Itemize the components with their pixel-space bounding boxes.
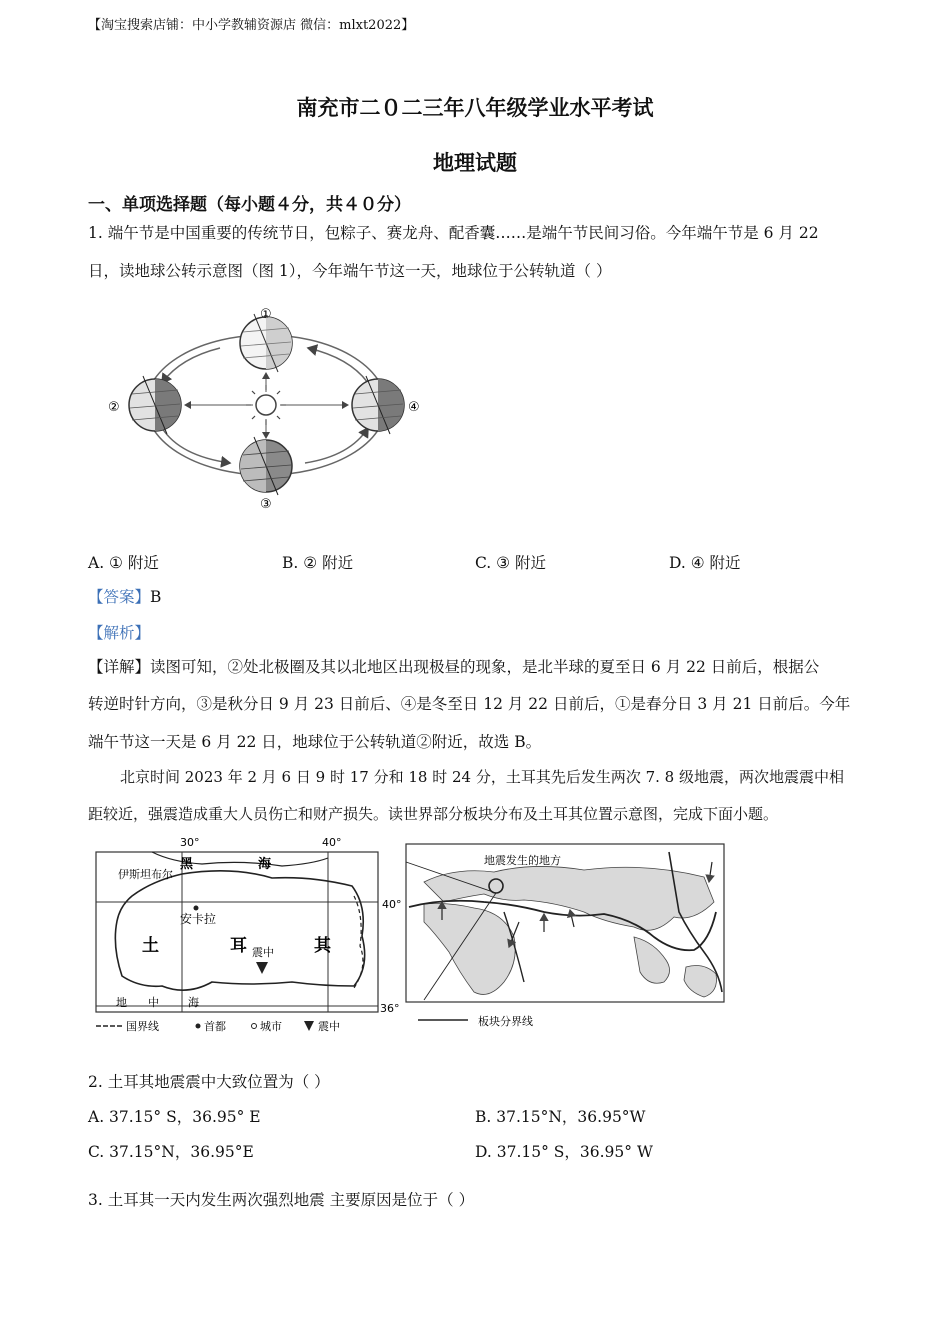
q1-stem-line1: 1. 端午节是中国重要的传统节日，包粽子、赛龙舟、配香囊……是端午节民间习俗。今年端午节是 6 月 22 xyxy=(88,224,819,242)
q1-option-c: C. ③ 附近 xyxy=(475,554,546,572)
black-sea-label-1: 黑 xyxy=(180,857,194,872)
q1-option-d: D. ④ 附近 xyxy=(669,554,741,572)
orbit-arrow xyxy=(162,348,220,383)
label-2: ② xyxy=(108,400,120,415)
label-3: ③ xyxy=(260,497,272,512)
legend-border: 国界线 xyxy=(126,1020,159,1033)
legend-city: 城市 xyxy=(260,1020,282,1033)
med-label-3: 海 xyxy=(188,996,199,1009)
q2-option-a: A. 37.15° S，36.95° E xyxy=(88,1108,261,1126)
answer-value: B xyxy=(150,588,162,606)
q2-option-c: C. 37.15°N，36.95°E xyxy=(88,1143,254,1161)
world-plate-map xyxy=(404,842,726,1032)
earth-orbit-figure xyxy=(100,298,435,513)
q2-stem: 2. 土耳其地震震中大致位置为（ ） xyxy=(88,1073,330,1091)
q1-option-b: B. ② 附近 xyxy=(282,554,354,572)
istanbul-label: 伊斯坦布尔 xyxy=(118,868,173,881)
q3-stem: 3. 土耳其一天内发生两次强烈地震 主要原因是位于（ ） xyxy=(88,1191,475,1209)
legend-epicenter: 震中 xyxy=(318,1020,340,1033)
med-label-1: 地 xyxy=(116,996,127,1009)
q1-detail-line3: 端午节这一天是 6 月 22 日，地球位于公转轨道②附近，故选 B。 xyxy=(88,733,542,751)
epicenter-label: 震中 xyxy=(252,946,274,959)
turkey-label-2: 耳 xyxy=(230,936,247,956)
lon-30: 30° xyxy=(180,836,200,849)
turkey-label-3: 其 xyxy=(314,936,331,956)
q2-option-d: D. 37.15° S，36.95° W xyxy=(475,1143,653,1161)
q1-detail-line1: 【详解】读图可知，②处北极圈及其以北地区出现极昼的现象，是北半球的夏至日 6 月 22 日前后，根据公 xyxy=(88,658,820,676)
exam-subtitle: 地理试题 xyxy=(433,150,517,175)
earth-position-4 xyxy=(352,376,404,434)
label-4: ④ xyxy=(408,400,420,415)
exam-title: 南充市二０二三年八年级学业水平考试 xyxy=(296,95,654,120)
earth-position-1 xyxy=(240,314,292,372)
section-heading: 一、单项选择题（每小题４分，共４０分） xyxy=(88,195,411,215)
earth-position-3 xyxy=(240,437,292,495)
med-label-2: 中 xyxy=(148,996,159,1009)
passage-line2: 距较近，强震造成重大人员伤亡和财产损失。读世界部分板块分布及土耳其位置示意图，完成下面小题。 xyxy=(88,805,779,823)
orbit-arrow xyxy=(308,348,368,383)
ankara-label: 安卡拉 xyxy=(180,912,217,926)
header-note: 【淘宝搜索店铺：中小学教辅资源店 微信：mlxt2022】 xyxy=(88,18,415,33)
black-sea-label-2: 海 xyxy=(258,857,272,872)
q1-option-a: A. ① 附近 xyxy=(88,554,159,572)
plate-boundary-legend: 板块分界线 xyxy=(478,1015,533,1028)
lon-40: 40° xyxy=(322,836,342,849)
orbit-arrow xyxy=(305,428,368,463)
earth-position-2 xyxy=(129,376,181,434)
q1-answer xyxy=(88,585,161,607)
legend-capital: 首都 xyxy=(204,1020,226,1033)
label-1: ① xyxy=(260,307,272,322)
q1-analysis-tag: 【解析】 xyxy=(88,624,151,642)
q2-option-b: B. 37.15°N，36.95°W xyxy=(475,1108,646,1126)
lat-40: 40° xyxy=(382,898,402,911)
orbit-arrow xyxy=(162,428,230,463)
turkey-label-1: 土 xyxy=(142,936,159,956)
turkey-map xyxy=(92,836,410,1036)
q1-detail-line2: 转逆时针方向，③是秋分日 9 月 23 日前后、④是冬至日 12 月 22 日前后，①是春分日 3 月 21 日前后。今年 xyxy=(88,695,851,713)
earthquake-location-label: 地震发生的地方 xyxy=(484,854,561,867)
passage-line1: 北京时间 2023 年 2 月 6 日 9 时 17 分和 18 时 24 分，土耳其先后发生两次 7. 8 级地震，两次地震震中相 xyxy=(120,768,844,786)
ankara-marker xyxy=(194,906,199,911)
answer-tag: 【答案】 xyxy=(88,588,151,606)
q1-stem-line2: 日，读地球公转示意图（图 1），今年端午节这一天，地球位于公转轨道（ ） xyxy=(88,262,612,280)
lat-36: 36° xyxy=(380,1002,400,1015)
